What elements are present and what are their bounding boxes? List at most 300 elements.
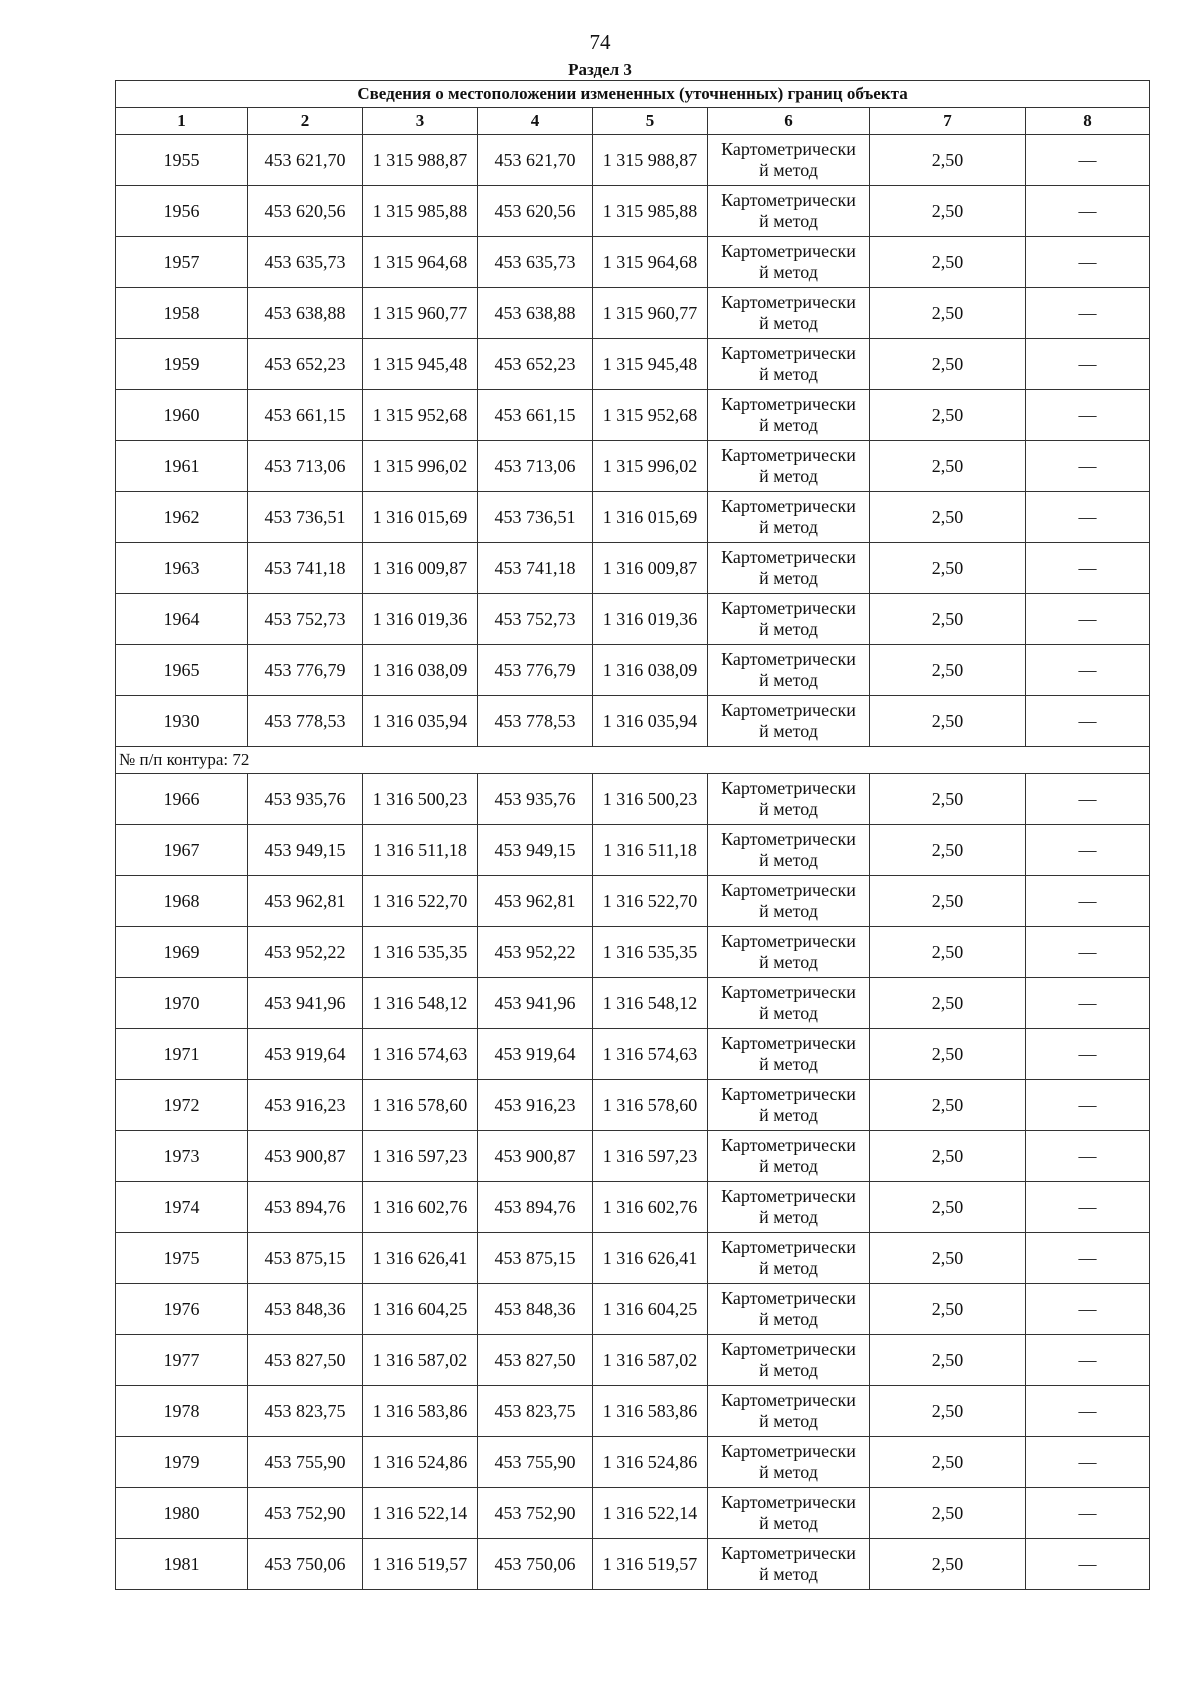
- method-text-line-1: Картометрически: [721, 547, 856, 567]
- x-coordinate-refined: 453 848,36: [478, 1284, 593, 1335]
- accuracy-value: 2,50: [870, 1539, 1026, 1590]
- x-coordinate-existing: 453 941,96: [248, 978, 363, 1029]
- table-row: [116, 492, 1150, 543]
- method-text-line-1: Картометрически: [721, 1288, 856, 1308]
- x-coordinate-existing: 453 848,36: [248, 1284, 363, 1335]
- method-text-line-2: й метод: [759, 160, 818, 180]
- description-dash: —: [1026, 594, 1150, 645]
- y-coordinate-existing: 1 315 952,68: [363, 390, 478, 441]
- description-dash: —: [1026, 1182, 1150, 1233]
- accuracy-value: 2,50: [870, 978, 1026, 1029]
- column-number: 8: [1026, 108, 1150, 135]
- point-number: 1978: [116, 1386, 248, 1437]
- method-text-line-2: й метод: [759, 466, 818, 486]
- page-number: 74: [589, 30, 611, 54]
- description-dash: —: [1026, 1233, 1150, 1284]
- x-coordinate-refined: 453 935,76: [478, 774, 593, 825]
- point-number: 1966: [116, 774, 248, 825]
- accuracy-value: 2,50: [870, 390, 1026, 441]
- y-coordinate-refined: 1 316 535,35: [593, 927, 708, 978]
- description-dash: —: [1026, 441, 1150, 492]
- column-number: 4: [478, 108, 593, 135]
- y-coordinate-refined: 1 315 985,88: [593, 186, 708, 237]
- method-text-line-2: й метод: [759, 1207, 818, 1227]
- y-coordinate-existing: 1 316 035,94: [363, 696, 478, 747]
- accuracy-value: 2,50: [870, 1131, 1026, 1182]
- accuracy-value: 2,50: [870, 237, 1026, 288]
- method-text-line-2: й метод: [759, 364, 818, 384]
- column-number: 7: [870, 108, 1026, 135]
- accuracy-value: 2,50: [870, 825, 1026, 876]
- y-coordinate-existing: 1 316 500,23: [363, 774, 478, 825]
- description-dash: —: [1026, 927, 1150, 978]
- description-dash: —: [1026, 390, 1150, 441]
- y-coordinate-existing: 1 316 578,60: [363, 1080, 478, 1131]
- x-coordinate-existing: 453 750,06: [248, 1539, 363, 1590]
- point-number: 1971: [116, 1029, 248, 1080]
- y-coordinate-existing: 1 315 996,02: [363, 441, 478, 492]
- method-text-line-1: Картометрически: [721, 292, 856, 312]
- table-row: [116, 288, 1150, 339]
- point-number: 1976: [116, 1284, 248, 1335]
- method-text-line-1: Картометрически: [721, 343, 856, 363]
- method-text-line-1: Картометрически: [721, 829, 856, 849]
- table-row: [116, 1029, 1150, 1080]
- column-number: 5: [593, 108, 708, 135]
- y-coordinate-refined: 1 316 522,14: [593, 1488, 708, 1539]
- accuracy-value: 2,50: [870, 645, 1026, 696]
- x-coordinate-existing: 453 935,76: [248, 774, 363, 825]
- accuracy-value: 2,50: [870, 927, 1026, 978]
- description-dash: —: [1026, 1539, 1150, 1590]
- x-coordinate-refined: 453 752,73: [478, 594, 593, 645]
- point-number: 1964: [116, 594, 248, 645]
- x-coordinate-refined: 453 652,23: [478, 339, 593, 390]
- x-coordinate-refined: 453 952,22: [478, 927, 593, 978]
- method-cell: [708, 1539, 870, 1590]
- x-coordinate-refined: 453 916,23: [478, 1080, 593, 1131]
- accuracy-value: 2,50: [870, 1284, 1026, 1335]
- y-coordinate-existing: 1 316 522,14: [363, 1488, 478, 1539]
- method-text-line-2: й метод: [759, 619, 818, 639]
- y-coordinate-refined: 1 316 626,41: [593, 1233, 708, 1284]
- method-cell: [708, 876, 870, 927]
- table-row: [116, 1386, 1150, 1437]
- x-coordinate-existing: 453 713,06: [248, 441, 363, 492]
- y-coordinate-existing: 1 316 019,36: [363, 594, 478, 645]
- y-coordinate-refined: 1 315 960,77: [593, 288, 708, 339]
- y-coordinate-existing: 1 316 602,76: [363, 1182, 478, 1233]
- y-coordinate-existing: 1 316 535,35: [363, 927, 478, 978]
- accuracy-value: 2,50: [870, 696, 1026, 747]
- table-row: [116, 1080, 1150, 1131]
- x-coordinate-refined: 453 713,06: [478, 441, 593, 492]
- method-text-line-2: й метод: [759, 670, 818, 690]
- point-number: 1969: [116, 927, 248, 978]
- description-dash: —: [1026, 339, 1150, 390]
- x-coordinate-existing: 453 752,90: [248, 1488, 363, 1539]
- method-cell: [708, 1029, 870, 1080]
- x-coordinate-existing: 453 652,23: [248, 339, 363, 390]
- description-dash: —: [1026, 1080, 1150, 1131]
- method-text-line-2: й метод: [759, 517, 818, 537]
- boundary-coordinates-table: [115, 80, 1150, 1590]
- method-text-line-1: Картометрически: [721, 649, 856, 669]
- description-dash: —: [1026, 825, 1150, 876]
- accuracy-value: 2,50: [870, 339, 1026, 390]
- method-cell: [708, 339, 870, 390]
- table-body: [116, 135, 1150, 1590]
- point-number: 1957: [116, 237, 248, 288]
- x-coordinate-existing: 453 752,73: [248, 594, 363, 645]
- x-coordinate-existing: 453 736,51: [248, 492, 363, 543]
- table-row: [116, 339, 1150, 390]
- contour-row: [116, 747, 1150, 774]
- method-text-line-1: Картометрически: [721, 1237, 856, 1257]
- x-coordinate-refined: 453 638,88: [478, 288, 593, 339]
- x-coordinate-refined: 453 941,96: [478, 978, 593, 1029]
- y-coordinate-refined: 1 316 015,69: [593, 492, 708, 543]
- method-text-line-1: Картометрически: [721, 1492, 856, 1512]
- y-coordinate-refined: 1 315 964,68: [593, 237, 708, 288]
- table-row: [116, 774, 1150, 825]
- y-coordinate-refined: 1 315 952,68: [593, 390, 708, 441]
- point-number: 1974: [116, 1182, 248, 1233]
- point-number: 1959: [116, 339, 248, 390]
- x-coordinate-existing: 453 620,56: [248, 186, 363, 237]
- x-coordinate-existing: 453 741,18: [248, 543, 363, 594]
- method-cell: [708, 1437, 870, 1488]
- table-row: [116, 825, 1150, 876]
- x-coordinate-existing: 453 875,15: [248, 1233, 363, 1284]
- table-row: [116, 1182, 1150, 1233]
- accuracy-value: 2,50: [870, 1233, 1026, 1284]
- x-coordinate-existing: 453 962,81: [248, 876, 363, 927]
- description-dash: —: [1026, 237, 1150, 288]
- y-coordinate-existing: 1 316 604,25: [363, 1284, 478, 1335]
- y-coordinate-existing: 1 315 964,68: [363, 237, 478, 288]
- description-dash: —: [1026, 288, 1150, 339]
- method-text-line-1: Картометрически: [721, 394, 856, 414]
- method-text-line-2: й метод: [759, 313, 818, 333]
- accuracy-value: 2,50: [870, 1488, 1026, 1539]
- y-coordinate-existing: 1 316 626,41: [363, 1233, 478, 1284]
- method-text-line-1: Картометрически: [721, 1033, 856, 1053]
- x-coordinate-refined: 453 827,50: [478, 1335, 593, 1386]
- description-dash: —: [1026, 645, 1150, 696]
- y-coordinate-existing: 1 316 522,70: [363, 876, 478, 927]
- y-coordinate-refined: 1 315 996,02: [593, 441, 708, 492]
- description-dash: —: [1026, 978, 1150, 1029]
- method-cell: [708, 492, 870, 543]
- description-dash: —: [1026, 543, 1150, 594]
- y-coordinate-refined: 1 316 035,94: [593, 696, 708, 747]
- table-row: [116, 186, 1150, 237]
- accuracy-value: 2,50: [870, 135, 1026, 186]
- method-text-line-2: й метод: [759, 1054, 818, 1074]
- method-text-line-1: Картометрически: [721, 241, 856, 261]
- description-dash: —: [1026, 696, 1150, 747]
- x-coordinate-refined: 453 776,79: [478, 645, 593, 696]
- method-text-line-2: й метод: [759, 1462, 818, 1482]
- method-cell: [708, 1080, 870, 1131]
- method-cell: [708, 1335, 870, 1386]
- accuracy-value: 2,50: [870, 1335, 1026, 1386]
- description-dash: —: [1026, 1131, 1150, 1182]
- description-dash: —: [1026, 492, 1150, 543]
- method-text-line-2: й метод: [759, 1513, 818, 1533]
- method-text-line-2: й метод: [759, 952, 818, 972]
- y-coordinate-existing: 1 316 597,23: [363, 1131, 478, 1182]
- point-number: 1972: [116, 1080, 248, 1131]
- method-text-line-1: Картометрически: [721, 190, 856, 210]
- x-coordinate-existing: 453 827,50: [248, 1335, 363, 1386]
- x-coordinate-existing: 453 949,15: [248, 825, 363, 876]
- method-cell: [708, 927, 870, 978]
- accuracy-value: 2,50: [870, 492, 1026, 543]
- x-coordinate-refined: 453 875,15: [478, 1233, 593, 1284]
- x-coordinate-refined: 453 755,90: [478, 1437, 593, 1488]
- method-text-line-1: Картометрически: [721, 1441, 856, 1461]
- method-text-line-1: Картометрически: [721, 1390, 856, 1410]
- x-coordinate-existing: 453 621,70: [248, 135, 363, 186]
- y-coordinate-refined: 1 316 500,23: [593, 774, 708, 825]
- point-number: 1980: [116, 1488, 248, 1539]
- point-number: 1961: [116, 441, 248, 492]
- method-text-line-1: Картометрически: [721, 778, 856, 798]
- method-cell: [708, 774, 870, 825]
- method-text-line-2: й метод: [759, 415, 818, 435]
- section-title: Раздел 3: [568, 60, 632, 79]
- description-dash: —: [1026, 1437, 1150, 1488]
- accuracy-value: 2,50: [870, 1080, 1026, 1131]
- x-coordinate-refined: 453 894,76: [478, 1182, 593, 1233]
- y-coordinate-existing: 1 316 015,69: [363, 492, 478, 543]
- x-coordinate-refined: 453 741,18: [478, 543, 593, 594]
- point-number: 1955: [116, 135, 248, 186]
- method-cell: [708, 1284, 870, 1335]
- method-text-line-1: Картометрически: [721, 880, 856, 900]
- x-coordinate-refined: 453 962,81: [478, 876, 593, 927]
- table-row: [116, 876, 1150, 927]
- x-coordinate-existing: 453 661,15: [248, 390, 363, 441]
- method-cell: [708, 1182, 870, 1233]
- method-cell: [708, 1131, 870, 1182]
- y-coordinate-existing: 1 315 985,88: [363, 186, 478, 237]
- y-coordinate-existing: 1 316 511,18: [363, 825, 478, 876]
- method-text-line-2: й метод: [759, 1156, 818, 1176]
- point-number: 1975: [116, 1233, 248, 1284]
- method-text-line-1: Картометрически: [721, 931, 856, 951]
- table-row: [116, 1437, 1150, 1488]
- y-coordinate-refined: 1 316 009,87: [593, 543, 708, 594]
- y-coordinate-refined: 1 316 511,18: [593, 825, 708, 876]
- table-row: [116, 978, 1150, 1029]
- x-coordinate-refined: 453 621,70: [478, 135, 593, 186]
- method-text-line-1: Картометрически: [721, 1084, 856, 1104]
- column-number: 2: [248, 108, 363, 135]
- method-text-line-2: й метод: [759, 1360, 818, 1380]
- accuracy-value: 2,50: [870, 1182, 1026, 1233]
- x-coordinate-existing: 453 778,53: [248, 696, 363, 747]
- method-cell: [708, 186, 870, 237]
- y-coordinate-refined: 1 316 583,86: [593, 1386, 708, 1437]
- table-row: [116, 1335, 1150, 1386]
- table-row: [116, 1284, 1150, 1335]
- method-cell: [708, 135, 870, 186]
- x-coordinate-refined: 453 620,56: [478, 186, 593, 237]
- method-text-line-2: й метод: [759, 850, 818, 870]
- method-text-line-2: й метод: [759, 901, 818, 921]
- table-row: [116, 1233, 1150, 1284]
- y-coordinate-existing: 1 316 009,87: [363, 543, 478, 594]
- point-number: 1977: [116, 1335, 248, 1386]
- x-coordinate-existing: 453 635,73: [248, 237, 363, 288]
- method-cell: [708, 390, 870, 441]
- y-coordinate-existing: 1 316 587,02: [363, 1335, 478, 1386]
- accuracy-value: 2,50: [870, 876, 1026, 927]
- table-row: [116, 594, 1150, 645]
- contour-label: № п/п контура: 72: [116, 747, 1150, 774]
- x-coordinate-existing: 453 894,76: [248, 1182, 363, 1233]
- table-caption: Сведения о местоположении измененных (уточненных) границ объекта: [116, 81, 1150, 108]
- x-coordinate-existing: 453 919,64: [248, 1029, 363, 1080]
- x-coordinate-refined: 453 823,75: [478, 1386, 593, 1437]
- y-coordinate-refined: 1 316 519,57: [593, 1539, 708, 1590]
- y-coordinate-existing: 1 316 524,86: [363, 1437, 478, 1488]
- accuracy-value: 2,50: [870, 1386, 1026, 1437]
- x-coordinate-refined: 453 900,87: [478, 1131, 593, 1182]
- x-coordinate-existing: 453 776,79: [248, 645, 363, 696]
- point-number: 1958: [116, 288, 248, 339]
- x-coordinate-refined: 453 752,90: [478, 1488, 593, 1539]
- method-cell: [708, 441, 870, 492]
- y-coordinate-refined: 1 316 524,86: [593, 1437, 708, 1488]
- table-row: [116, 927, 1150, 978]
- x-coordinate-existing: 453 755,90: [248, 1437, 363, 1488]
- method-text-line-2: й метод: [759, 1411, 818, 1431]
- point-number: 1979: [116, 1437, 248, 1488]
- method-cell: [708, 1386, 870, 1437]
- method-text-line-2: й метод: [759, 211, 818, 231]
- method-text-line-1: Картометрически: [721, 139, 856, 159]
- column-number: 1: [116, 108, 248, 135]
- method-text-line-1: Картометрически: [721, 982, 856, 1002]
- y-coordinate-refined: 1 316 597,23: [593, 1131, 708, 1182]
- accuracy-value: 2,50: [870, 288, 1026, 339]
- y-coordinate-existing: 1 315 988,87: [363, 135, 478, 186]
- method-text-line-2: й метод: [759, 1564, 818, 1584]
- description-dash: —: [1026, 1029, 1150, 1080]
- accuracy-value: 2,50: [870, 1029, 1026, 1080]
- method-text-line-2: й метод: [759, 568, 818, 588]
- point-number: 1970: [116, 978, 248, 1029]
- x-coordinate-existing: 453 638,88: [248, 288, 363, 339]
- y-coordinate-refined: 1 315 945,48: [593, 339, 708, 390]
- accuracy-value: 2,50: [870, 594, 1026, 645]
- method-cell: [708, 825, 870, 876]
- point-number: 1981: [116, 1539, 248, 1590]
- method-cell: [708, 978, 870, 1029]
- accuracy-value: 2,50: [870, 441, 1026, 492]
- method-cell: [708, 1233, 870, 1284]
- description-dash: —: [1026, 774, 1150, 825]
- description-dash: —: [1026, 1488, 1150, 1539]
- table-row: [116, 1131, 1150, 1182]
- y-coordinate-existing: 1 315 945,48: [363, 339, 478, 390]
- y-coordinate-existing: 1 316 583,86: [363, 1386, 478, 1437]
- y-coordinate-existing: 1 316 519,57: [363, 1539, 478, 1590]
- table-row: [116, 1539, 1150, 1590]
- method-text-line-1: Картометрически: [721, 496, 856, 516]
- y-coordinate-existing: 1 316 548,12: [363, 978, 478, 1029]
- y-coordinate-refined: 1 316 574,63: [593, 1029, 708, 1080]
- method-text-line-1: Картометрически: [721, 700, 856, 720]
- point-number: 1967: [116, 825, 248, 876]
- method-text-line-1: Картометрически: [721, 598, 856, 618]
- table-row: [116, 1488, 1150, 1539]
- method-text-line-2: й метод: [759, 799, 818, 819]
- y-coordinate-existing: 1 316 574,63: [363, 1029, 478, 1080]
- point-number: 1965: [116, 645, 248, 696]
- point-number: 1968: [116, 876, 248, 927]
- point-number: 1962: [116, 492, 248, 543]
- x-coordinate-refined: 453 661,15: [478, 390, 593, 441]
- table-row: [116, 390, 1150, 441]
- method-cell: [708, 543, 870, 594]
- description-dash: —: [1026, 1284, 1150, 1335]
- method-text-line-1: Картометрически: [721, 1339, 856, 1359]
- y-coordinate-refined: 1 316 548,12: [593, 978, 708, 1029]
- point-number: 1973: [116, 1131, 248, 1182]
- y-coordinate-refined: 1 315 988,87: [593, 135, 708, 186]
- x-coordinate-existing: 453 823,75: [248, 1386, 363, 1437]
- accuracy-value: 2,50: [870, 186, 1026, 237]
- y-coordinate-refined: 1 316 578,60: [593, 1080, 708, 1131]
- y-coordinate-refined: 1 316 602,76: [593, 1182, 708, 1233]
- method-cell: [708, 696, 870, 747]
- y-coordinate-existing: 1 315 960,77: [363, 288, 478, 339]
- x-coordinate-refined: 453 949,15: [478, 825, 593, 876]
- method-text-line-2: й метод: [759, 721, 818, 741]
- column-number: 6: [708, 108, 870, 135]
- y-coordinate-refined: 1 316 604,25: [593, 1284, 708, 1335]
- x-coordinate-refined: 453 778,53: [478, 696, 593, 747]
- method-cell: [708, 645, 870, 696]
- method-cell: [708, 237, 870, 288]
- accuracy-value: 2,50: [870, 1437, 1026, 1488]
- x-coordinate-existing: 453 952,22: [248, 927, 363, 978]
- method-cell: [708, 1488, 870, 1539]
- x-coordinate-existing: 453 916,23: [248, 1080, 363, 1131]
- method-text-line-1: Картометрически: [721, 1135, 856, 1155]
- x-coordinate-refined: 453 635,73: [478, 237, 593, 288]
- method-text-line-2: й метод: [759, 1105, 818, 1125]
- point-number: 1956: [116, 186, 248, 237]
- accuracy-value: 2,50: [870, 543, 1026, 594]
- method-text-line-2: й метод: [759, 1258, 818, 1278]
- x-coordinate-refined: 453 736,51: [478, 492, 593, 543]
- method-text-line-2: й метод: [759, 1003, 818, 1023]
- description-dash: —: [1026, 876, 1150, 927]
- method-text-line-2: й метод: [759, 262, 818, 282]
- method-text-line-2: й метод: [759, 1309, 818, 1329]
- y-coordinate-refined: 1 316 019,36: [593, 594, 708, 645]
- accuracy-value: 2,50: [870, 774, 1026, 825]
- method-cell: [708, 288, 870, 339]
- y-coordinate-refined: 1 316 587,02: [593, 1335, 708, 1386]
- table-row: [116, 696, 1150, 747]
